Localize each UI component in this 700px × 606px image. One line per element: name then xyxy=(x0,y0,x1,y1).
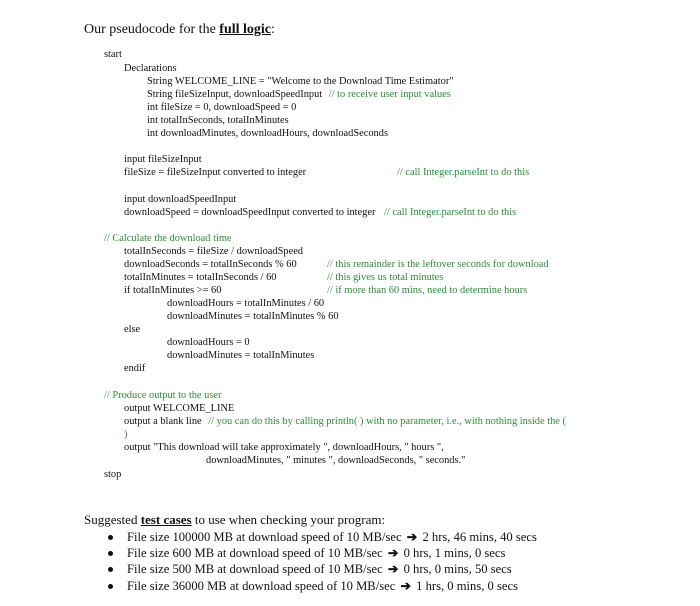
test-cases-heading xyxy=(84,512,385,528)
right-arrow-icon: ➔ xyxy=(387,562,399,576)
code-out-3-cont: downloadMinutes, " minutes ", downloadSeconds, " seconds." xyxy=(206,455,466,466)
code-if-body-2: downloadMinutes = totalInMinutes % 60 xyxy=(167,311,339,322)
right-arrow-icon: ➔ xyxy=(400,579,412,593)
code-out-2: output a blank line xyxy=(124,416,202,427)
code-decl-1: String WELCOME_LINE = "Welcome to the Download Time Estimator" xyxy=(147,76,454,87)
code-out-3: output "This download will take approximately ", downloadHours, " hours ", xyxy=(124,442,444,453)
right-arrow-icon: ➔ xyxy=(406,530,418,544)
test-result: 0 hrs, 0 mins, 50 secs xyxy=(403,562,512,576)
test-input: File size 36000 MB at download speed of 10 MB/sec xyxy=(127,579,396,593)
list-item xyxy=(108,561,512,577)
right-arrow-icon: ➔ xyxy=(387,546,399,560)
test-input: File size 500 MB at download speed of 10 MB/sec xyxy=(127,562,383,576)
code-conv-2: downloadSpeed = downloadSpeedInput converted to integer xyxy=(124,207,376,218)
heading-suffix: : xyxy=(271,22,275,37)
code-stop: stop xyxy=(104,469,122,480)
test-input: File size 600 MB at download speed of 10 MB/sec xyxy=(127,546,383,560)
list-item xyxy=(108,578,518,594)
code-else-body-1: downloadHours = 0 xyxy=(167,337,250,348)
code-calc-3-comment: // this gives us total minutes xyxy=(327,272,444,283)
code-conv-2-comment: // call Integer.parseInt to do this xyxy=(384,207,517,218)
code-calc-2-comment: // this remainder is the leftover seconds for download xyxy=(327,259,549,270)
bullet-icon xyxy=(108,567,113,572)
code-conv-1-comment: // call Integer.parseInt to do this xyxy=(397,167,530,178)
code-calc-1: totalInSeconds = fileSize / downloadSpeed xyxy=(124,246,303,257)
code-endif: endif xyxy=(124,363,146,374)
code-out-2-comment-cont: ) xyxy=(124,429,128,440)
code-start: start xyxy=(104,49,122,60)
code-out-1: output WELCOME_LINE xyxy=(124,403,235,414)
code-input-2: input downloadSpeedInput xyxy=(124,194,237,205)
code-if-body-1: downloadHours = totalInMinutes / 60 xyxy=(167,298,325,309)
list-item xyxy=(108,529,537,545)
bullet-icon xyxy=(108,535,113,540)
code-else-body-2: downloadMinutes = totalInMinutes xyxy=(167,350,315,361)
code-conv-2-line xyxy=(124,206,516,219)
code-decl-2: String fileSizeInput, downloadSpeedInput xyxy=(147,89,323,100)
test-cases-prefix: Suggested xyxy=(84,512,141,527)
bullet-icon xyxy=(108,584,113,589)
code-out-2-comment: // you can do this by calling println( ) with no parameter, i.e., with nothing inside the ( xyxy=(208,416,566,427)
code-calc-comment: // Calculate the download time xyxy=(104,233,232,244)
test-result: 2 hrs, 46 mins, 40 secs xyxy=(422,530,537,544)
list-item xyxy=(108,545,505,561)
test-result: 1 hrs, 0 mins, 0 secs xyxy=(416,579,518,593)
code-out-2-line xyxy=(124,415,566,428)
page-heading xyxy=(84,22,275,38)
code-input-1: input fileSizeInput xyxy=(124,154,202,165)
code-declarations: Declarations xyxy=(124,63,177,74)
code-decl-3: int fileSize = 0, downloadSpeed = 0 xyxy=(147,102,297,113)
code-decl-5: int downloadMinutes, downloadHours, downloadSeconds xyxy=(147,128,388,139)
code-calc-2: downloadSeconds = totalInSeconds % 60 xyxy=(124,259,297,270)
test-cases-suffix: to use when checking your program: xyxy=(191,512,386,527)
code-conv-1: fileSize = fileSizeInput converted to integer xyxy=(124,167,307,178)
code-decl-4: int totalInSeconds, totalInMinutes xyxy=(147,115,289,126)
test-cases-emphasis: test cases xyxy=(140,512,192,527)
code-decl-2-comment: // to receive user input values xyxy=(328,89,451,100)
code-if: if totalInMinutes >= 60 xyxy=(124,285,222,296)
code-out-comment: // Produce output to the user xyxy=(104,390,222,401)
heading-emphasis: full logic xyxy=(219,22,272,37)
test-input: File size 100000 MB at download speed of 10 MB/sec xyxy=(127,530,402,544)
code-else: else xyxy=(124,324,141,335)
bullet-icon xyxy=(108,551,113,556)
code-decl-2-line xyxy=(147,88,451,101)
code-calc-3: totalInMinutes = totalInSeconds / 60 xyxy=(124,272,277,283)
test-result: 0 hrs, 1 mins, 0 secs xyxy=(403,546,506,560)
code-if-comment: // if more than 60 mins, need to determine hours xyxy=(327,285,528,296)
heading-prefix: Our pseudocode for the xyxy=(84,22,220,37)
